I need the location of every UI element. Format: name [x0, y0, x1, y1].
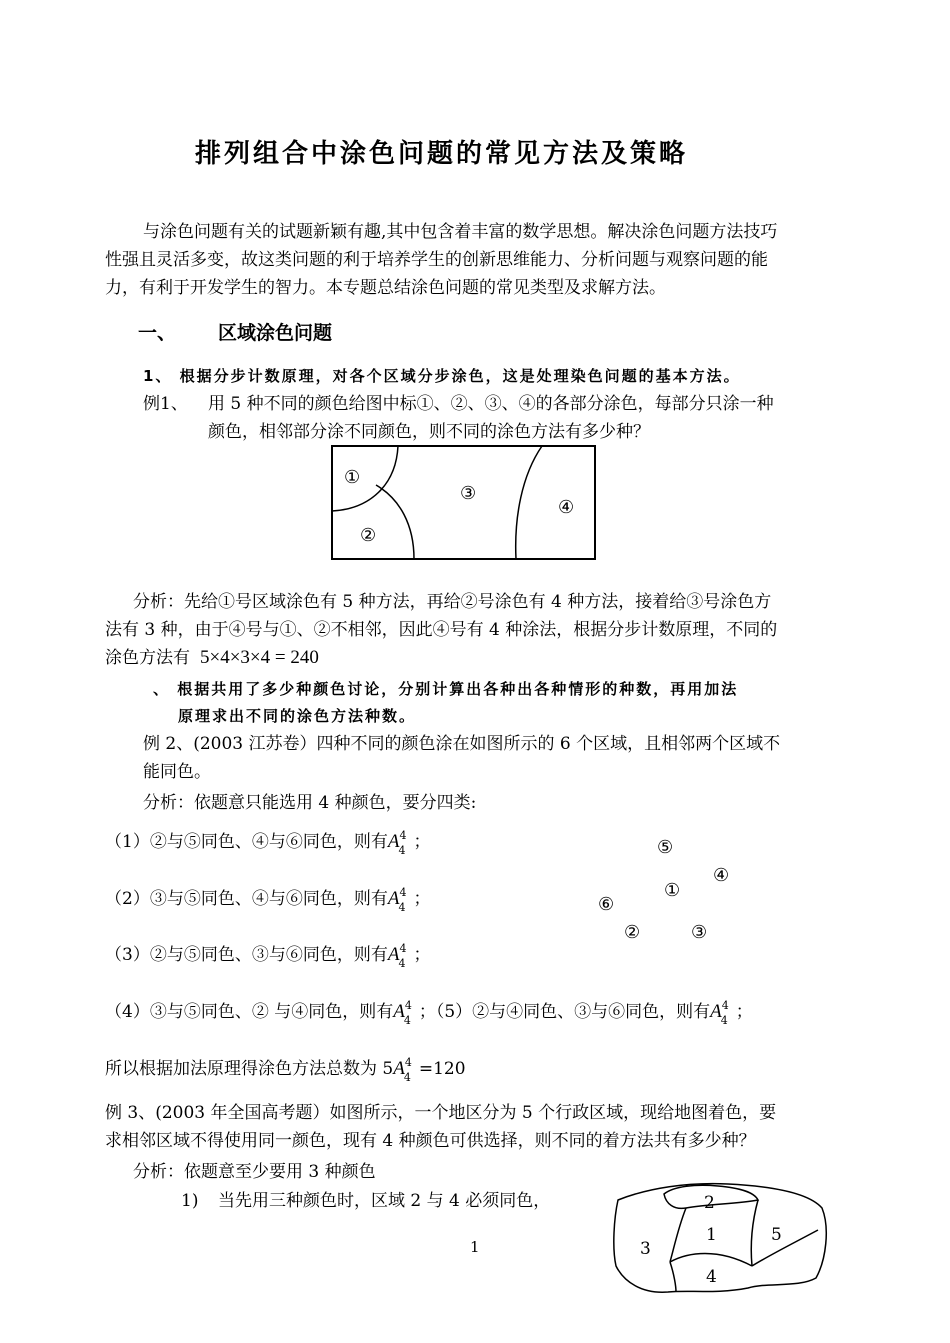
example1-line-2: 颜色，相邻部分涂不同颜色，则不同的涂色方法有多少种？	[208, 422, 650, 442]
fig2-region-4: ④	[713, 865, 730, 886]
page-number: 1	[470, 1238, 480, 1256]
map-region-4-label: 4	[706, 1267, 717, 1287]
method-2-line-1: 、 根据共用了多少种颜色讨论，分别计算出各种出各种情形的种数，再用加法	[153, 680, 739, 698]
intro-line-2: 性强且灵活多变，故这类问题的利于培养学生的创新思维能力、分析问题与观察问题的能	[105, 250, 768, 270]
region-1-label: ①	[344, 467, 361, 488]
map-region-3-label: 3	[640, 1239, 651, 1259]
example3-item-1-num: 1)	[181, 1191, 199, 1211]
section-heading: 区域涂色问题	[218, 322, 333, 344]
example3-map-figure	[608, 1178, 834, 1298]
case-4-5: （4）③与⑤同色、② 与④同色，则有$A^4_4$ ；（5）②与④同色、③与⑥同色，则有$A^4_4$ ；	[105, 999, 753, 1027]
analysis1-line-2: 法有 3 种，由于④号与①、②不相邻，因此④号有 4 种涂法，根据分步计数原理，不同的	[105, 620, 778, 640]
method-1: 1、 根据分步计数原理，对各个区域分步涂色，这是处理染色问题的基本方法。	[143, 367, 741, 385]
analysis1-line-1: 分析：先给①号区域涂色有 5 种方法，再给②号涂色有 4 种方法，接着给③号涂色方	[133, 592, 772, 612]
case-1: （1）②与⑤同色、④与⑥同色，则有$A^4_4$ ；	[105, 829, 431, 857]
case-3: （3）②与⑤同色、③与⑥同色，则有$A^4_4$ ；	[105, 942, 431, 970]
example3-analysis: 分析：依题意至少要用 3 种颜色	[133, 1162, 376, 1182]
example2-line-1: 例 2、(2003 江苏卷）四种不同的颜色涂在如图所示的 6 个区域，且相邻两个区域不	[143, 734, 781, 754]
section-number: 一、	[138, 322, 177, 344]
example3-item-1: 当先用三种颜色时，区域 2 与 4 必须同色，	[218, 1191, 551, 1211]
example3-line-2: 求相邻区域不得使用同一颜色，现有 4 种颜色可供选择，则不同的着方法共有多少种？	[105, 1131, 756, 1151]
fig2-region-2: ②	[624, 922, 641, 943]
fig2-region-5: ⑤	[657, 837, 674, 858]
map-region-1-label: 1	[706, 1225, 717, 1245]
case-2: （2）③与⑤同色、④与⑥同色，则有$A^4_4$ ；	[105, 886, 431, 914]
example3-line-1: 例 3、(2003 年全国高考题）如图所示，一个地区分为 5 个行政区域，现给地图着色，要	[105, 1103, 777, 1123]
fig2-region-3: ③	[691, 922, 708, 943]
formula-1: 5×4×3×4 = 240	[200, 647, 319, 668]
fig2-region-1: ①	[664, 880, 681, 901]
analysis1-line-3: 涂色方法有	[105, 648, 190, 668]
fig2-region-6: ⑥	[598, 894, 615, 915]
example1-label: 例1、	[143, 394, 188, 414]
example2-line-2: 能同色。	[143, 762, 211, 782]
example2-total: 所以根据加法原理得涂色方法总数为 $5A^4_4 =120$	[105, 1056, 466, 1084]
page-title: 排列组合中涂色问题的常见方法及策略	[195, 139, 689, 169]
region-2-label: ②	[360, 525, 377, 546]
region-3-label: ③	[460, 483, 477, 504]
example2-analysis: 分析：依题意只能选用 4 种颜色，要分四类:	[143, 793, 477, 813]
region-4-label: ④	[558, 497, 575, 518]
example1-figure	[330, 445, 598, 561]
map-region-5-label: 5	[771, 1225, 782, 1245]
method-2-line-2: 原理求出不同的涂色方法种数。	[178, 707, 417, 725]
map-region-2-label: 2	[704, 1193, 715, 1213]
example1-line-1: 用 5 种不同的颜色给图中标①、②、③、④的各部分涂色，每部分只涂一种	[208, 394, 774, 414]
intro-line-1: 与涂色问题有关的试题新颖有趣,其中包含着丰富的数学思想。解决涂色问题方法技巧	[143, 222, 778, 242]
intro-line-3: 力，有利于开发学生的智力。本专题总结涂色问题的常见类型及求解方法。	[105, 278, 666, 298]
